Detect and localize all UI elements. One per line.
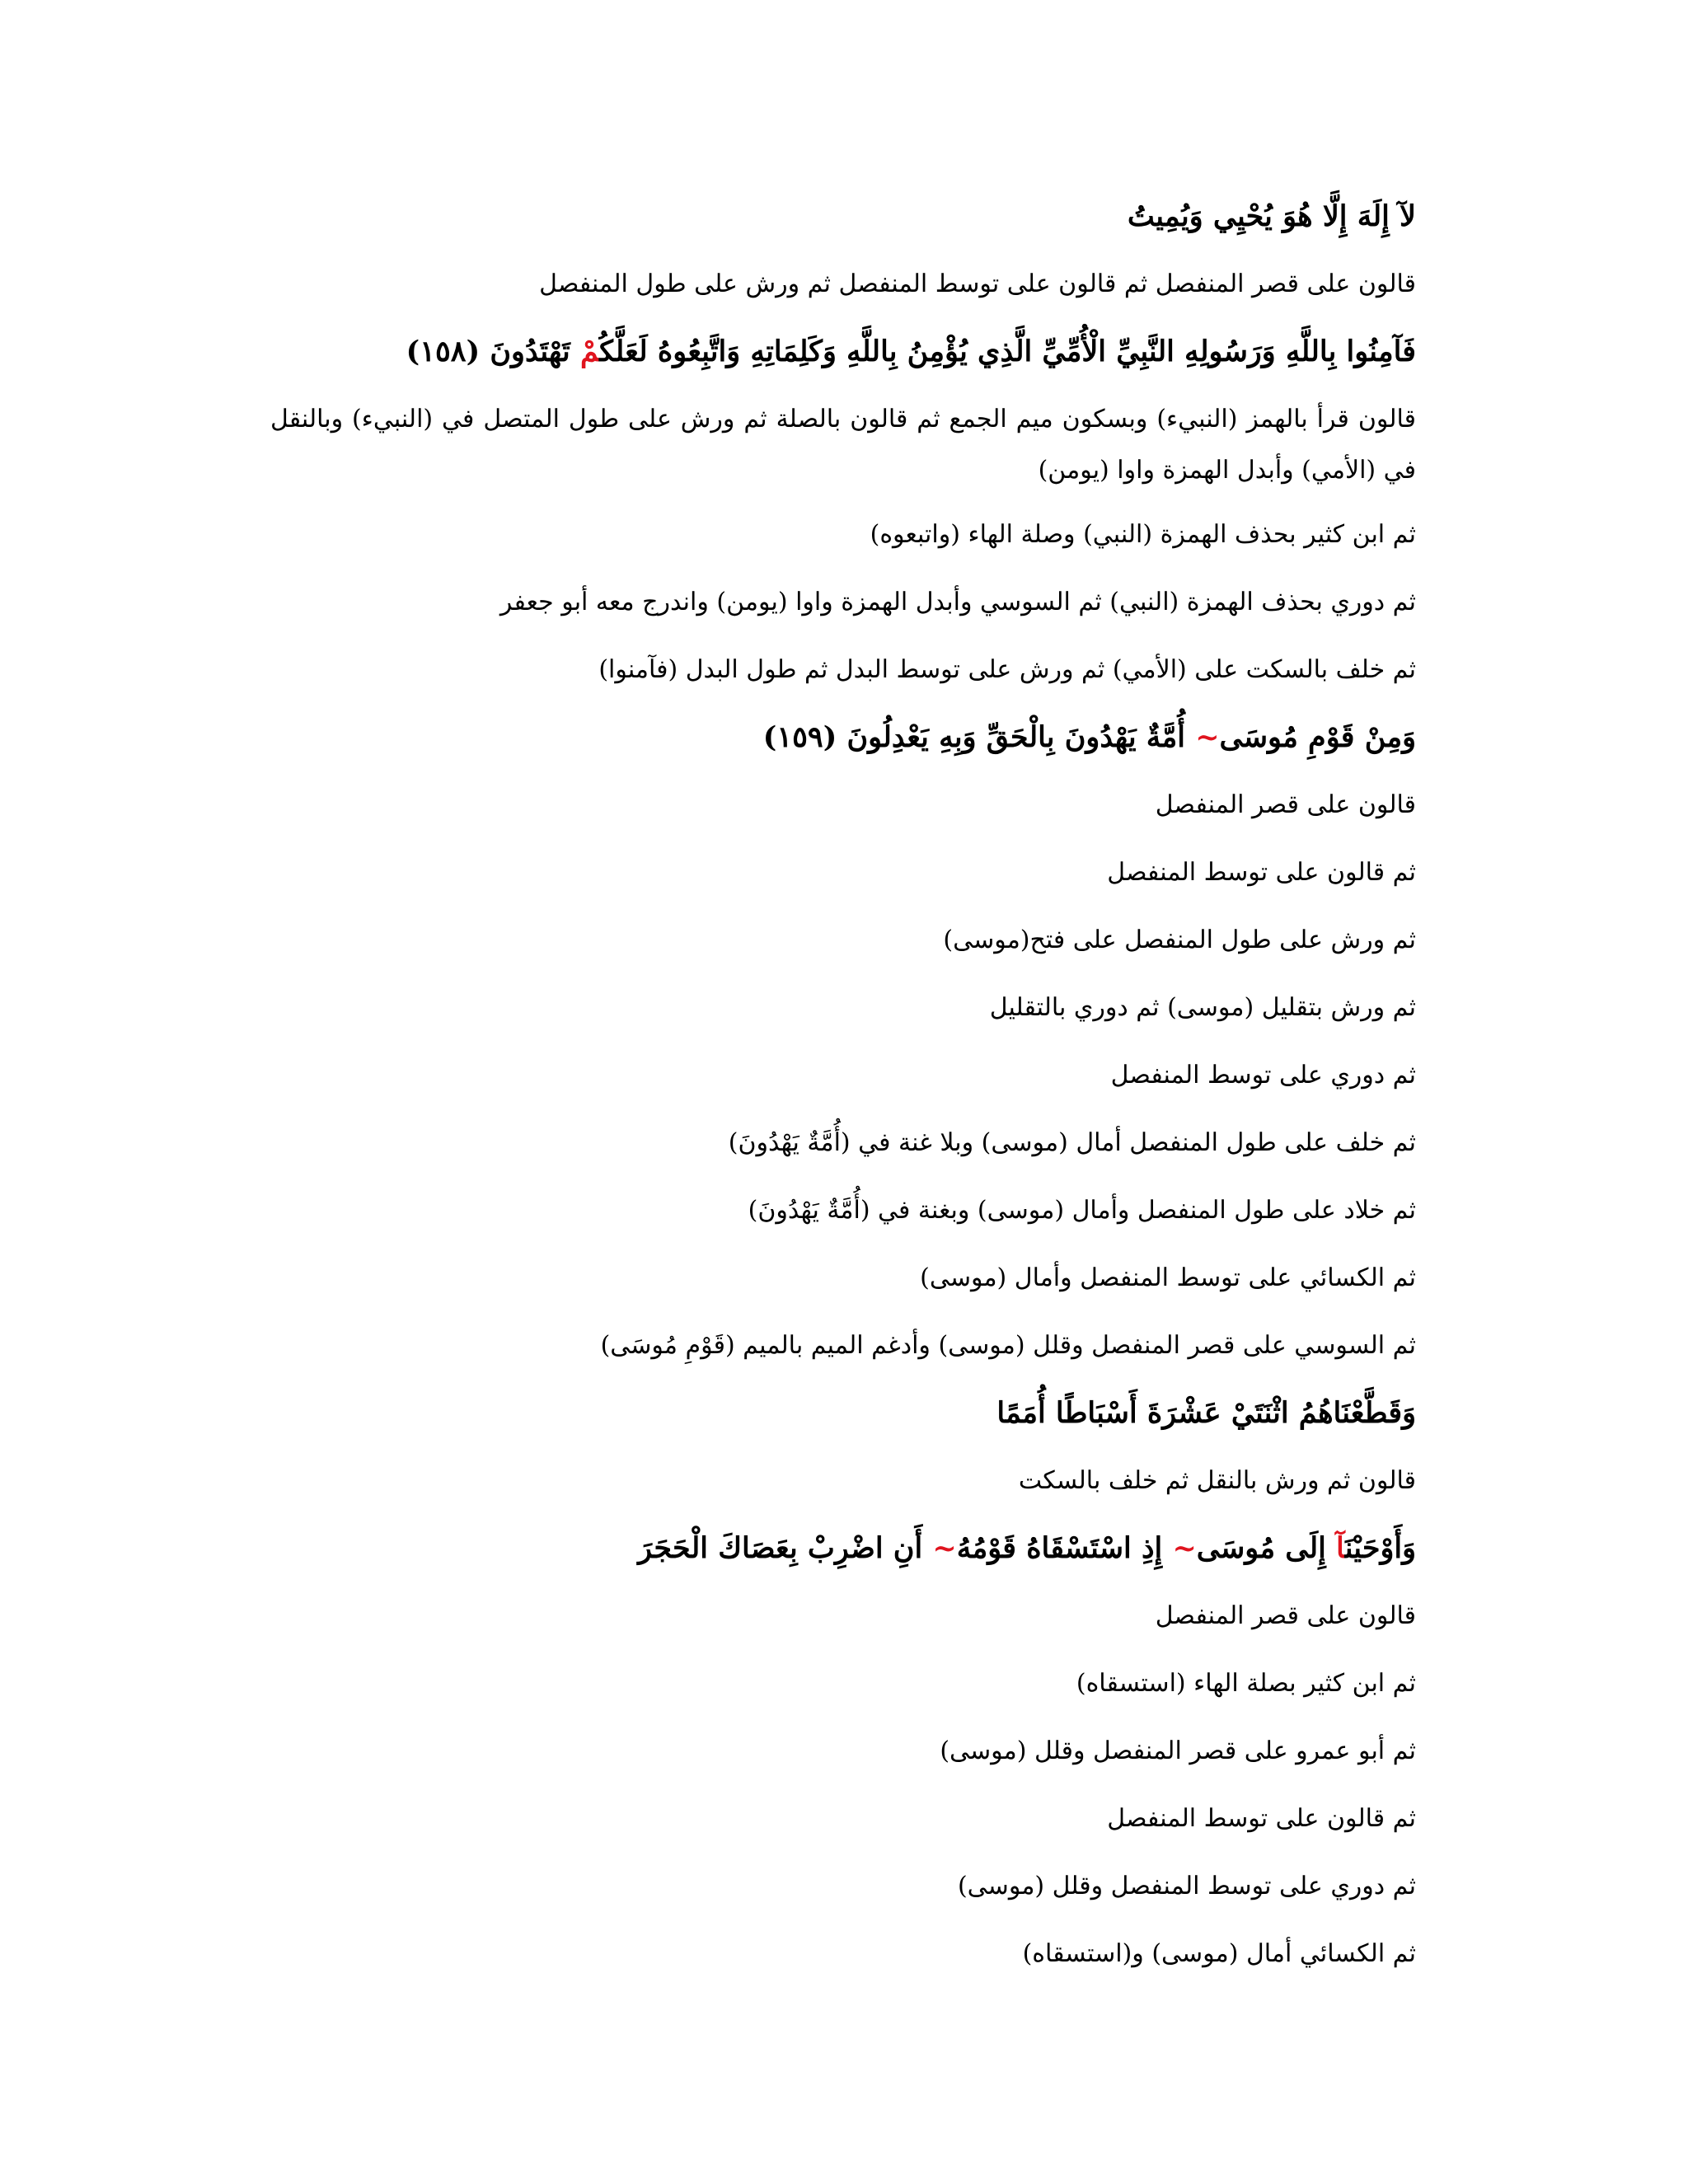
recitation-note: قالون على قصر المنفصل [1155, 1601, 1416, 1630]
verse-text: وَمِنْ قَوْمِ مُوسَى [1219, 720, 1416, 754]
recitation-note: ثم ورش على طول المنفصل على فتح(موسى) [943, 926, 1416, 954]
verse-text-end: تَهْتَدُونَ (١٥٨) [406, 335, 580, 368]
verse-text: وَأَوْحَيْنَ [1344, 1531, 1416, 1565]
recitation-note: ثم أبو عمرو على قصر المنفصل وقلل (موسى) [940, 1736, 1416, 1765]
verse-text-end: أَنِ اضْرِبْ بِعَصَاكَ الْحَجَرَ [638, 1531, 933, 1565]
recitation-note: ثم الكسائي أمال (موسى) و(استسقاه) [1022, 1939, 1416, 1968]
recitation-note: ثم دوري على توسط المنفصل [1110, 1061, 1416, 1090]
document-body [270, 183, 1416, 1988]
recitation-note: ثم دوري بحذف الهمزة (النبي) ثم السوسي وأبدل الهمزة واوا (يومن) واندرج معه أبو جعفر [499, 588, 1416, 616]
recitation-note: قالون ثم ورش بالنقل ثم خلف بالسكت [1018, 1466, 1416, 1495]
recitation-note-paragraph: قالون قرأ بالهمز (النبيء) وبسكون ميم الجمع ثم قالون بالصلة ثم ورش على طول المتصل في (النبيء) وبالنقل في (الأمي) وأبدل الهمزة واوا (يومن) [270, 405, 1416, 485]
verse-text: إِلَى مُوسَى [1196, 1531, 1337, 1565]
recitation-note: قالون على قصر المنفصل [1155, 790, 1416, 819]
recitation-note: ثم الكسائي على توسط المنفصل وأمال (موسى) [920, 1263, 1416, 1292]
recitation-note: قالون على قصر المنفصل ثم قالون على توسط المنفصل ثم ورش على طول المنفصل [539, 269, 1416, 298]
recitation-note: ثم ابن كثير بصلة الهاء (استسقاه) [1076, 1669, 1416, 1698]
verse-line-158 [270, 318, 1416, 386]
recitation-note: ثم ورش بتقليل (موسى) ثم دوري بالتقليل [989, 993, 1416, 1022]
highlight-mark: ~ [1172, 1531, 1197, 1565]
highlight-mark: مْ [579, 335, 600, 368]
verse-line-1: لآ إِلَهَ إِلَّا هُوَ يُحْيِي وَيُمِيتُ [1127, 199, 1416, 233]
highlight-mark: ~ [1195, 720, 1220, 754]
recitation-note: ثم دوري على توسط المنفصل وقلل (موسى) [957, 1872, 1416, 1900]
verse-line-160b [270, 1515, 1416, 1582]
recitation-note: ثم السوسي على قصر المنفصل وقلل (موسى) وأدغم الميم بالميم (قَوْمِ مُوسَى) [600, 1331, 1416, 1360]
verse-line-159 [270, 704, 1416, 771]
verse-text: فَآمِنُوا بِاللَّهِ وَرَسُولِهِ النَّبِيِّ الْأُمِّيِّ الَّذِي يُؤْمِنُ بِاللَّهِ وَكَلِمَاتِهِ وَاتَّبِعُوهُ لَعَلَّكُ [599, 335, 1416, 368]
verse-text: إِذِ اسْتَسْقَاهُ قَوْمُهُ [956, 1531, 1173, 1565]
recitation-note: ثم خلف على طول المنفصل أمال (موسى) وبلا غنة في (أُمَّةٌ يَهْدُونَ) [728, 1128, 1416, 1157]
recitation-note: ثم خلاد على طول المنفصل وأمال (موسى) وبغنة في (أُمَّةٌ يَهْدُونَ) [748, 1196, 1416, 1225]
highlight-mark: ~ [932, 1531, 957, 1565]
highlight-mark: آ [1336, 1531, 1345, 1565]
recitation-note: ثم ابن كثير بحذف الهمزة (النبي) وصلة الهاء (واتبعوه) [870, 520, 1416, 549]
recitation-note: ثم خلف بالسكت على (الأمي) ثم ورش على توسط البدل ثم طول البدل (فآمنوا) [598, 655, 1416, 684]
verse-line-160a: وَقَطَّعْنَاهُمُ اثْنَتَيْ عَشْرَةَ أَسْبَاطًا أُمَمًا [996, 1396, 1416, 1430]
verse-text-end: أُمَّةٌ يَهْدُونَ بِالْحَقِّ وَبِهِ يَعْدِلُونَ (١٥٩) [762, 720, 1196, 754]
recitation-note: ثم قالون على توسط المنفصل [1107, 858, 1416, 887]
recitation-note: ثم قالون على توسط المنفصل [1107, 1804, 1416, 1833]
